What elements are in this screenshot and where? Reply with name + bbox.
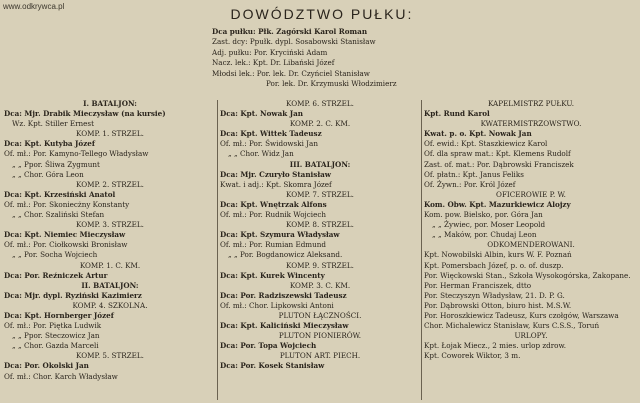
entry-line: ODKOMENDEROWANI. [487, 240, 575, 250]
entry-line: „ „ Por. Socha Wojciech [12, 250, 98, 260]
entry-line: Dca: Mjr. Drabik Mieczysław (na kursie) [4, 109, 166, 119]
entry-line: KOMP. 2. STRZEL. [76, 179, 144, 189]
entry-line: „ „ Chor. Widz Jan [228, 149, 294, 159]
hq-line: Młodsi lek.: Por. lek. Dr. Czyńciel Stanisław [212, 68, 370, 78]
entry-line: Kpt. Coworek Wiktor, 3 m. [424, 351, 521, 361]
entry-line: Of. mł.: Por. Rumian Edmund [220, 240, 326, 250]
entry-line: Of. dla spraw mat.: Kpt. Klemens Rudolf [424, 149, 571, 159]
entry-line: Kwat. i adj.: Kpt. Skomra Józef [220, 179, 332, 189]
entry-line: Kpt. Rund Karol [424, 109, 490, 119]
entry-line: Dca: Por. Kosek Stanisław [220, 361, 325, 371]
entry-line: „ „ Ppor. Steczowicz Jan [12, 331, 100, 341]
entry-line: I. BATALJON: [83, 99, 137, 108]
entry-line: Zast. of. mat.: Por. Dąbrowski Franciszek [424, 159, 574, 169]
column-divider [217, 100, 218, 400]
entry-line: „ „ Ppor. Śliwa Zygmunt [12, 159, 100, 169]
hq-line: Nacz. lek.: Kpt. Dr. Libański Józef [212, 58, 335, 68]
entry-line: Dca: Kpt. Hornberger Józef [4, 310, 114, 320]
entry-line: KOMP. 7. STRZEL. [286, 189, 354, 199]
entry-line: Of. mł.: Chor. Lipkowski Antoni [220, 300, 334, 310]
regiment-command [212, 27, 442, 89]
entry-line: Dca: Mjr. Czuryło Stanisław [220, 169, 331, 179]
entry-line: KOMP. 9. STRZEL. [286, 260, 354, 270]
hq-line: Adj. pułku: Por. Kryciński Adam [212, 47, 328, 57]
entry-line: KOMP. 3. STRZEL. [76, 220, 144, 230]
entry-line: Kom. Obw. Kpt. Mazurkiewicz Alojzy [424, 199, 571, 209]
entry-line: PLUTON ŁĄCZNOŚCI. [278, 310, 362, 320]
entry-line: Dca: Por. Radziszewski Tadeusz [220, 290, 347, 300]
entry-line: Of. płatn.: Kpt. Janus Feliks [424, 169, 524, 179]
entry-line: Dca: Por. Okolski Jan [4, 361, 89, 371]
entry-line: Dca: Kpt. Niemiec Mieczysław [4, 230, 126, 240]
entry-line: Por. Dąbrowski Otton, biuro hist. M.S.W. [424, 300, 572, 310]
entry-line: Dca: Kpt. Wittek Tadeusz [220, 129, 322, 139]
entry-line: Kpt. Nowobilski Albin, kurs W. F. Poznań [424, 250, 572, 260]
entry-line: Por. Więckowski Stan., Szkoła Wysokogórska, Zakopane. [424, 270, 631, 280]
entry-line: „ „ Chor. Góra Leon [12, 169, 84, 179]
entry-line: KWATERMISTRZOWSTWO. [480, 119, 582, 129]
entry-line: Of. mł.: Por. Rudnik Wojciech [220, 210, 326, 220]
entry-line: „ „ Chor. Szaliński Stefan [12, 210, 105, 220]
entry-line: Dca: Kpt. Krzesiński Anatol [4, 189, 116, 199]
entry-line: KOMP. 1. STRZEL. [76, 129, 144, 139]
entry-line: Dca: Kpt. Kurek Wincenty [220, 270, 325, 280]
entry-line: III. BATALJON: [289, 159, 351, 169]
entry-line: Dca: Kpt. Kutyba Józef [4, 139, 95, 149]
entry-line: Kpt. Pomersbach Józef, p. o. of. duszp. [424, 260, 564, 270]
entry-line: KOMP. 3. C. KM. [289, 280, 351, 290]
entry-line: Of. mł.: Por. Świdowski Jan [220, 139, 318, 149]
entry-line: KOMP. 4. SZKOLNA. [72, 300, 148, 310]
column-middle [220, 99, 420, 372]
entry-line: Of. mł.: Por. Kamyno-Tellego Władysław [4, 149, 149, 159]
entry-line: Dca: Kpt. Nowak Jan [220, 109, 303, 119]
entry-line: KOMP. 5. STRZEL. [76, 351, 144, 361]
entry-line: Of. ewid.: Kpt. Staszkiewicz Karol [424, 139, 548, 149]
entry-line: Chor. Michalewicz Stanisław, Kurs C.S.S., Toruń [424, 321, 600, 331]
entry-line: PLUTON PIONIERÓW. [278, 331, 362, 341]
entry-line: II. BATALJON: [81, 280, 139, 290]
entry-line: Dca: Kpt. Wnętrzak Alfons [220, 199, 327, 209]
column-left [4, 99, 216, 382]
watermark: www.odkrywca.pl [3, 2, 65, 11]
entry-line: Dca: Por. Topa Wojciech [220, 341, 317, 351]
entry-line: Of. mł.: Por. Ciołkowski Bronisław [4, 240, 128, 250]
entry-line: „ „ Chor. Gazda Marceli [12, 341, 99, 351]
hq-line: Por. lek. Dr. Krzymuski Włodzimierz [266, 79, 397, 89]
entry-line: KOMP. 6. STRZEL. [286, 99, 354, 108]
entry-line: „ „ Por. Bogdanowicz Aleksand. [228, 250, 343, 260]
entry-line: KOMP. 1. C. KM. [79, 260, 141, 270]
entry-line: Dca: Kpt. Szymura Władysław [220, 230, 340, 240]
entry-line: Por. Steczyszyn Władysław, 21. D. P. G. [424, 290, 565, 300]
entry-line: Dca: Por. Reźniczek Artur [4, 270, 108, 280]
page-title: DOWÓDZTWO PUŁKU: [230, 6, 414, 22]
entry-line: „ „ Żywiec, por. Moser Leopold [432, 220, 546, 230]
hq-line: Zast. dcy: Ppułk. dypl. Sosabowski Stanisław [212, 37, 376, 47]
entry-line: OFICEROWIE P. W. [496, 189, 566, 199]
entry-line: Wz. Kpt. Stiller Ernest [12, 119, 94, 129]
entry-line: Dca: Mjr. dypl. Ryziński Kazimierz [4, 290, 142, 300]
hq-line: Dca pułku: Płk. Zagórski Karol Roman [212, 27, 368, 36]
entry-line: KOMP. 2. C. KM. [289, 119, 351, 129]
column-right [424, 99, 638, 361]
entry-line: Of. Żywn.: Por. Król Józef [424, 179, 516, 189]
entry-line: URLOPY. [514, 331, 548, 341]
entry-line: Por. Horoszkiewicz Tadeusz, Kurs czołgów, Warszawa [424, 310, 619, 320]
column-divider [421, 100, 422, 400]
entry-line: Kom. pow. Bielsko, por. Góra Jan [424, 210, 543, 220]
entry-line: Kpt. Łojak Miecz., 2 mies. urlop zdrow. [424, 341, 567, 351]
entry-line: Of. mł.: Por. Skoniecżny Konstanty [4, 199, 130, 209]
entry-line: Por. Herman Franciszek, dtto [424, 280, 532, 290]
entry-line: PLUTON ART. PIECH. [279, 351, 361, 361]
entry-line: Of. mł.: Chor. Karch Władysław [4, 371, 118, 381]
entry-line: „ „ Maków, por. Chudaj Leon [432, 230, 537, 240]
entry-line: Kwat. p. o. Kpt. Nowak Jan [424, 129, 532, 139]
entry-line: KOMP. 8. STRZEL. [286, 220, 354, 230]
entry-line: Dca: Kpt. Kaliciński Mieczysław [220, 321, 349, 331]
entry-line: Of. mł.: Por. Piętka Ludwik [4, 321, 102, 331]
entry-line: KAPELMISTRZ PUŁKU. [487, 99, 575, 108]
